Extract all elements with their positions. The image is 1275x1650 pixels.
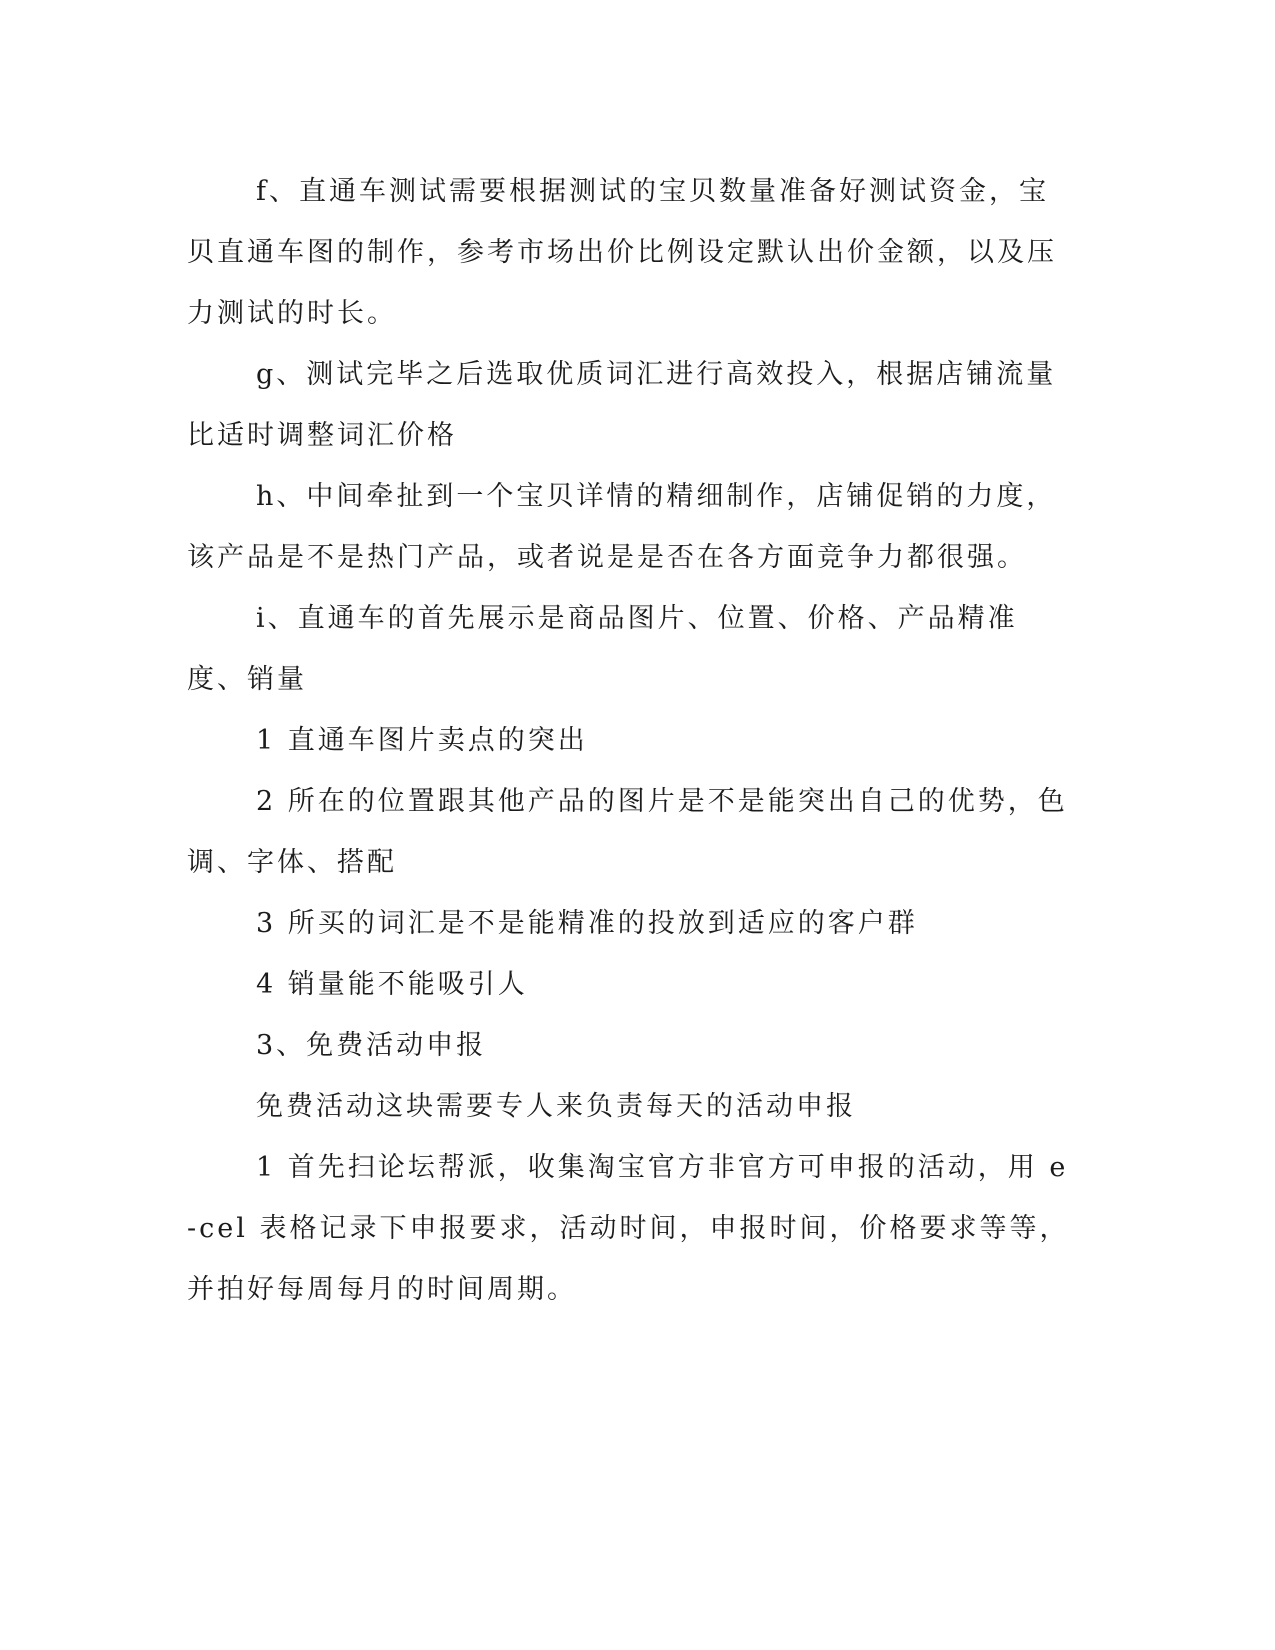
list-item-1: 1 直通车图片卖点的突出 (256, 725, 588, 756)
paragraph-h: h、中间牵扯到一个宝贝详情的精细制作，店铺促销的力度，该产品是不是热门产品，或者说是是否在各方面竞争力都很强。 (187, 481, 1057, 573)
paragraph-g: g、测试完毕之后选取优质词汇进行高效投入，根据店铺流量比适时调整词汇价格 (187, 359, 1057, 451)
list-item-3: 3 所买的词汇是不是能精准的投放到适应的客户群 (256, 908, 918, 939)
document-body (187, 161, 1077, 1320)
paragraph-i: i、直通车的首先展示是商品图片、位置、价格、产品精准度、销量 (187, 603, 1018, 695)
paragraph-free-activity-intro: 免费活动这块需要专人来负责每天的活动申报 (256, 1091, 856, 1122)
paragraph-f: f、直通车测试需要根据测试的宝贝数量准备好测试资金，宝贝直通车图的制作，参考市场出价比例设定默认出价金额，以及压力测试的时长。 (187, 176, 1057, 329)
section-heading-free-activity: 3、免费活动申报 (256, 1030, 487, 1061)
list-item-2: 2 所在的位置跟其他产品的图片是不是能突出自己的优势，色调、字体、搭配 (187, 786, 1068, 878)
paragraph-free-activity-step-1: 1 首先扫论坛帮派，收集淘宝官方非官方可申报的活动，用 e-cel 表格记录下申报要求，活动时间，申报时间，价格要求等等，并拍好每周每月的时间周期。 (187, 1152, 1070, 1305)
list-item-4: 4 销量能不能吸引人 (256, 969, 528, 1000)
